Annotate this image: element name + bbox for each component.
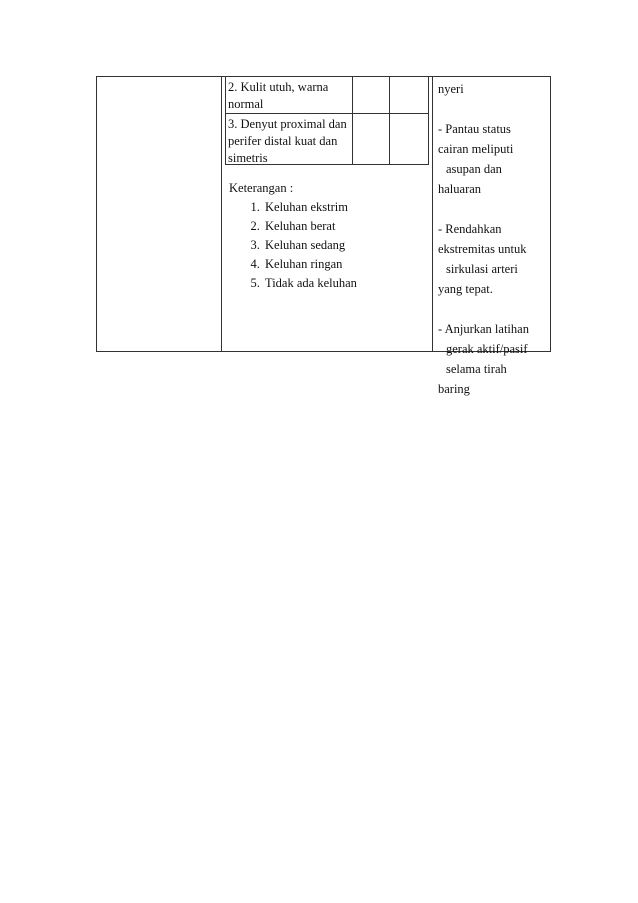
- list-item: 1. Keluhan ekstrim: [263, 198, 429, 217]
- score-cell: [352, 77, 389, 113]
- intervention-text: - Pantau status: [438, 122, 511, 136]
- intervention-text: haluaran: [438, 182, 482, 196]
- intervention-text: cairan meliputi: [438, 142, 514, 156]
- list-item: 3. Keluhan sedang: [263, 236, 429, 255]
- care-plan-table: [96, 76, 551, 396]
- intervention-text: baring: [438, 382, 470, 396]
- intervention-text: nyeri: [438, 82, 464, 96]
- score-cell: [389, 77, 429, 113]
- column-divider-2: [432, 77, 433, 351]
- intervention-text: yang tepat.: [438, 282, 493, 296]
- criteria-label: 2. Kulit utuh, warna normal: [228, 80, 329, 111]
- legend-block: [229, 179, 429, 293]
- score-cell: [389, 114, 429, 164]
- criteria-label: 3. Denyut proximal dan perifer distal kuat dan simetris: [228, 117, 347, 165]
- list-item: 4. Keluhan ringan: [263, 255, 429, 274]
- intervention-text: selama tirah: [446, 362, 507, 376]
- intervention-text: gerak aktif/pasif: [446, 342, 528, 356]
- intervention-text: sirkulasi arteri: [446, 262, 518, 276]
- table-row: [226, 113, 428, 164]
- intervention-text: - Rendahkan: [438, 222, 502, 236]
- score-cell: [352, 114, 389, 164]
- intervention-text: asupan dan: [446, 162, 502, 176]
- intervention-column: [438, 79, 548, 399]
- legend-heading: Keterangan :: [229, 181, 294, 195]
- column-divider-1: [221, 77, 222, 351]
- intervention-text: - Anjurkan latihan: [438, 322, 529, 336]
- table-row: [226, 77, 428, 113]
- list-item: 2. Keluhan berat: [263, 217, 429, 236]
- outcome-scoring-table: [225, 77, 429, 165]
- intervention-text: ekstremitas untuk: [438, 242, 527, 256]
- list-item: 5. Tidak ada keluhan: [263, 274, 429, 293]
- legend-list: [229, 198, 429, 293]
